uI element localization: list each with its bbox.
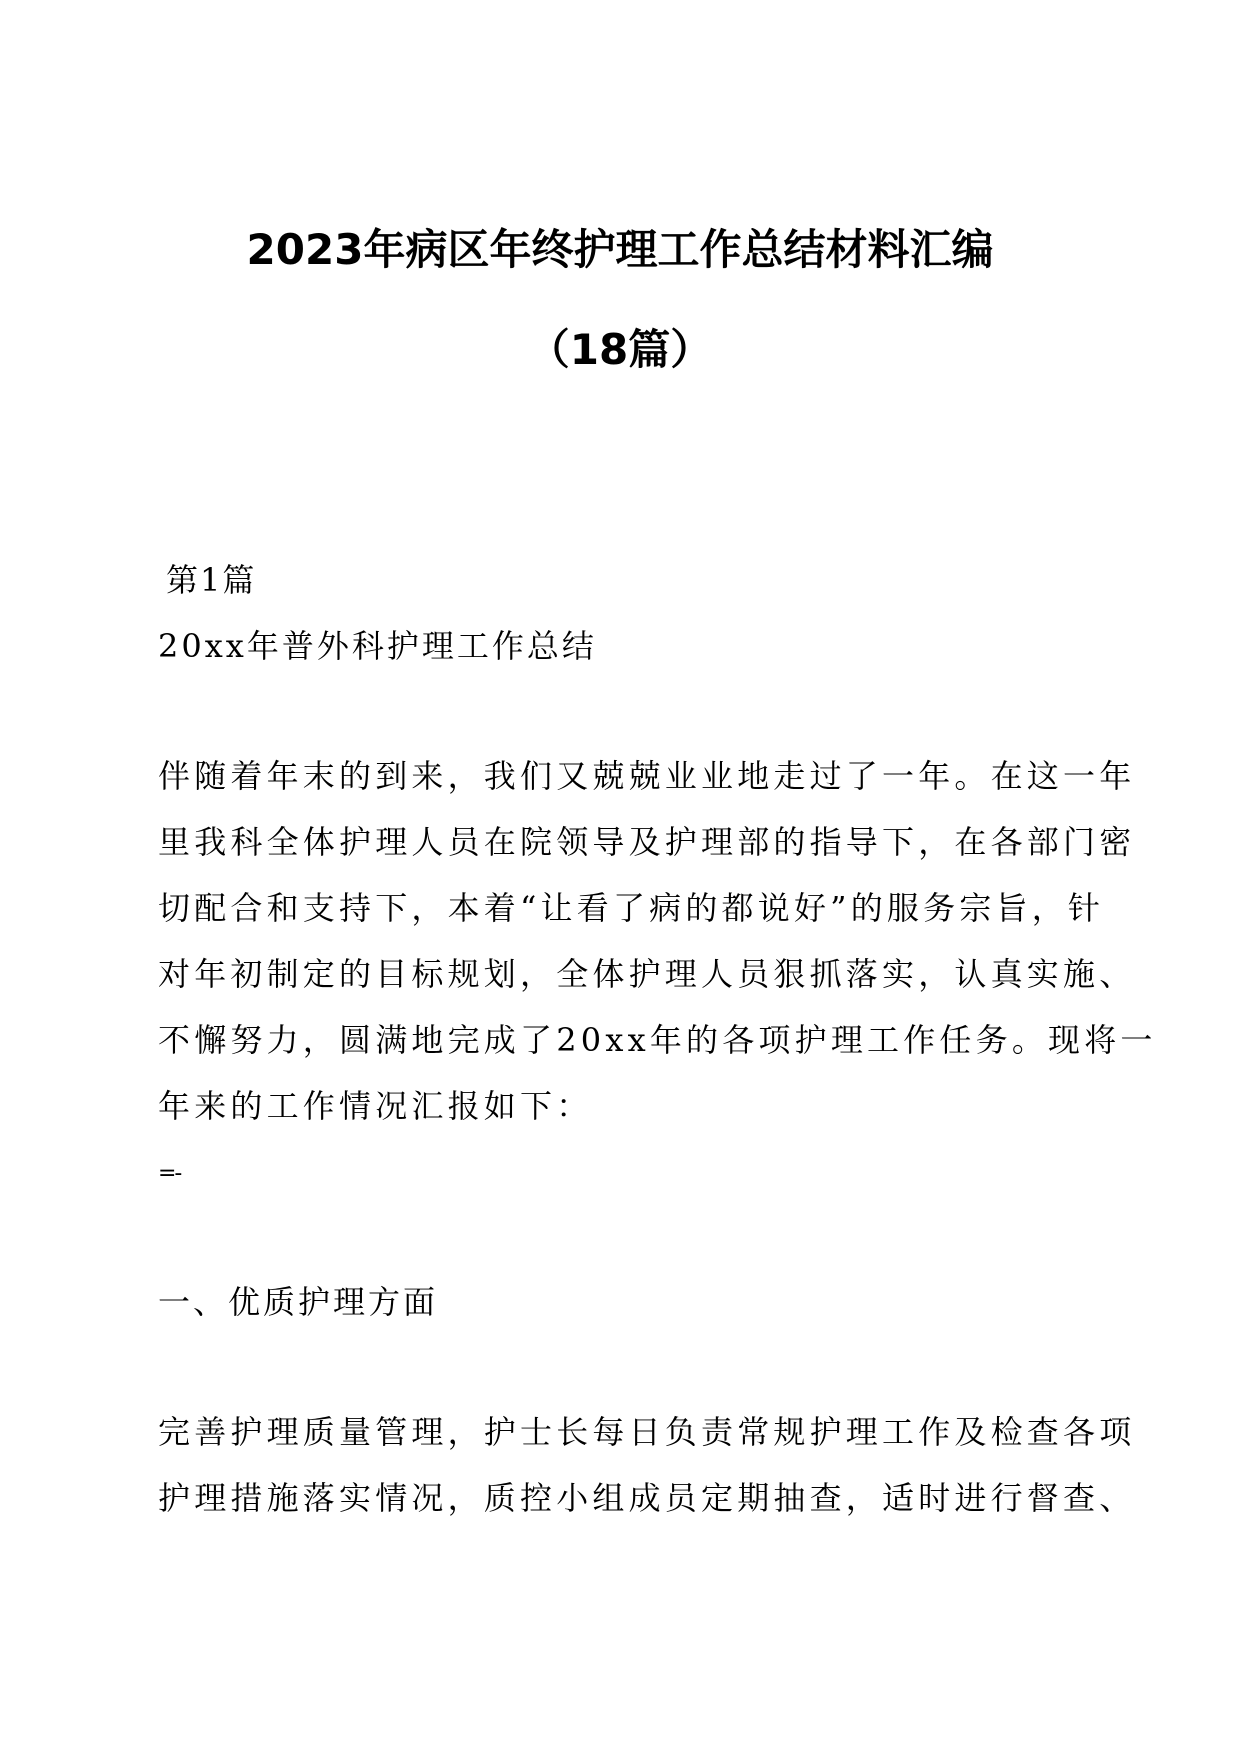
section-heading-1: 一、优质护理方面 xyxy=(158,1283,439,1321)
paragraph-line: 护理措施落实情况，质控小组成员定期抽查，适时进行督查、 xyxy=(158,1479,1136,1517)
section-number: 第1篇 xyxy=(166,561,257,599)
paragraph-line: 年来的工作情况汇报如下： xyxy=(158,1087,593,1125)
paragraph-line: 伴随着年末的到来，我们又兢兢业业地走过了一年。在这一年 xyxy=(158,757,1136,795)
paragraph-line: 对年初制定的目标规划，全体护理人员狠抓落实，认真实施、 xyxy=(158,955,1136,993)
paragraph-line: 不懈努力，圆满地完成了20xx年的各项护理工作任务。现将一 xyxy=(158,1021,1157,1059)
paragraph-line: 完善护理质量管理，护士长每日负责常规护理工作及检查各项 xyxy=(158,1413,1136,1451)
stray-glyph: =- xyxy=(158,1161,181,1186)
paragraph-line: 里我科全体护理人员在院领导及护理部的指导下，在各部门密 xyxy=(158,823,1136,861)
document-title-line2: （18篇） xyxy=(527,325,713,374)
section-title: 20xx年普外科护理工作总结 xyxy=(158,627,597,665)
paragraph-line: 切配合和支持下，本着“让看了病的都说好”的服务宗旨，针 xyxy=(158,889,1105,927)
document-title-line1: 2023年病区年终护理工作总结材料汇编 xyxy=(246,225,994,274)
